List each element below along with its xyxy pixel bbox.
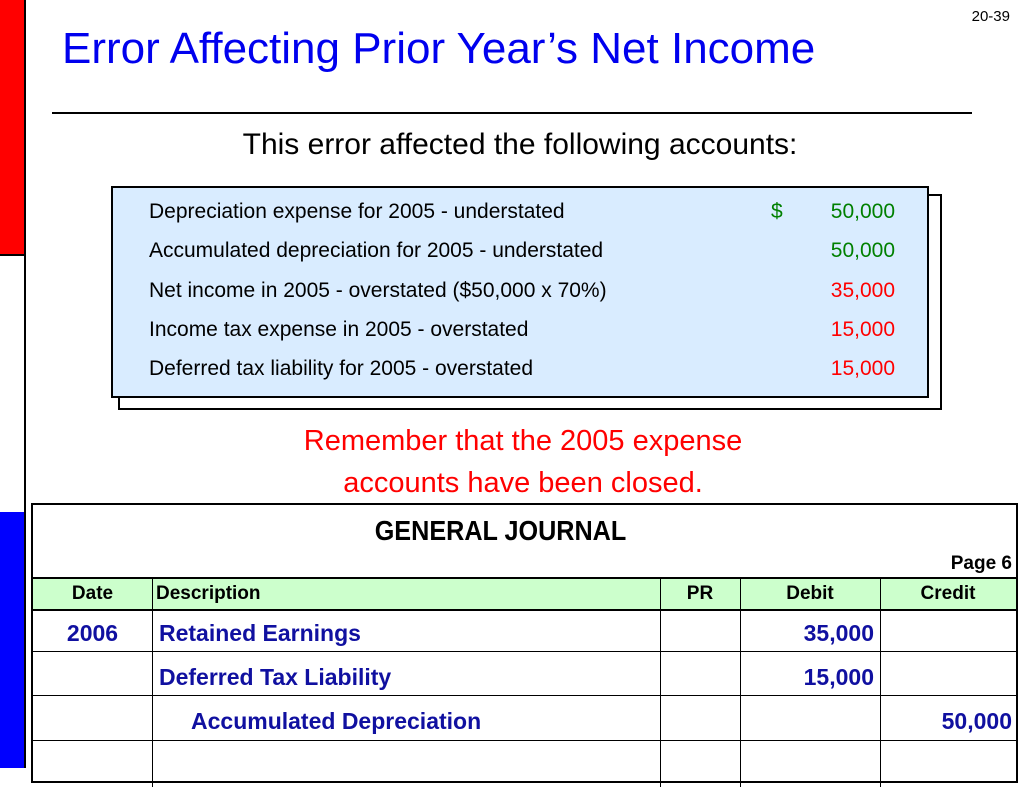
journal-date: 2006 — [66, 620, 119, 646]
account-row — [149, 239, 909, 269]
column-divider — [660, 577, 661, 787]
reminder-line-1: Remember that the 2005 expense — [303, 425, 743, 457]
journal-debit: 15,000 — [803, 664, 874, 690]
subtitle: This error affected the following accounts: — [242, 128, 798, 161]
journal-description: Retained Earnings — [159, 620, 361, 646]
column-divider — [880, 577, 881, 787]
reminder-note — [0, 420, 1024, 504]
account-row — [149, 357, 909, 387]
title-divider — [52, 112, 972, 114]
account-amount: 35,000 — [830, 279, 895, 302]
account-currency: $ — [771, 200, 783, 223]
header-credit: Credit — [920, 583, 976, 604]
journal-description: Accumulated Depreciation — [191, 708, 482, 734]
account-row — [149, 318, 909, 348]
journal-debit: 35,000 — [803, 620, 874, 646]
account-amount: 50,000 — [830, 239, 895, 262]
column-divider — [152, 577, 153, 787]
journal-title: GENERAL JOURNAL — [374, 515, 627, 546]
accounts-box — [111, 186, 929, 398]
journal-credit: 50,000 — [941, 708, 1012, 734]
row-divider — [33, 740, 1016, 741]
journal-header-row — [33, 577, 1016, 611]
general-journal — [31, 503, 1018, 783]
header-date: Date — [71, 583, 114, 604]
left-stripe-blue — [0, 512, 26, 768]
account-row — [149, 279, 909, 309]
account-description: Accumulated depreciation for 2005 - understated — [149, 239, 604, 262]
page-title: Error Affecting Prior Year’s Net Income — [62, 24, 816, 73]
reminder-line-2: accounts have been closed. — [343, 467, 703, 499]
account-row — [149, 200, 909, 230]
journal-page-number: Page 6 — [950, 553, 1012, 574]
account-amount: 15,000 — [830, 357, 895, 380]
header-debit: Debit — [786, 583, 834, 604]
account-description: Deferred tax liability for 2005 - overstated — [149, 357, 534, 380]
left-stripe-red — [0, 0, 26, 254]
account-amount: 15,000 — [830, 318, 895, 341]
header-description: Description — [156, 583, 261, 604]
account-description: Depreciation expense for 2005 - understated — [149, 200, 565, 223]
header-pr: PR — [686, 583, 714, 604]
slide-number: 20-39 — [971, 8, 1010, 25]
account-description: Net income in 2005 - overstated ($50,000 x 70%) — [149, 279, 607, 302]
account-amount: 50,000 — [830, 200, 895, 223]
journal-description: Deferred Tax Liability — [159, 664, 392, 690]
account-description: Income tax expense in 2005 - overstated — [149, 318, 529, 341]
